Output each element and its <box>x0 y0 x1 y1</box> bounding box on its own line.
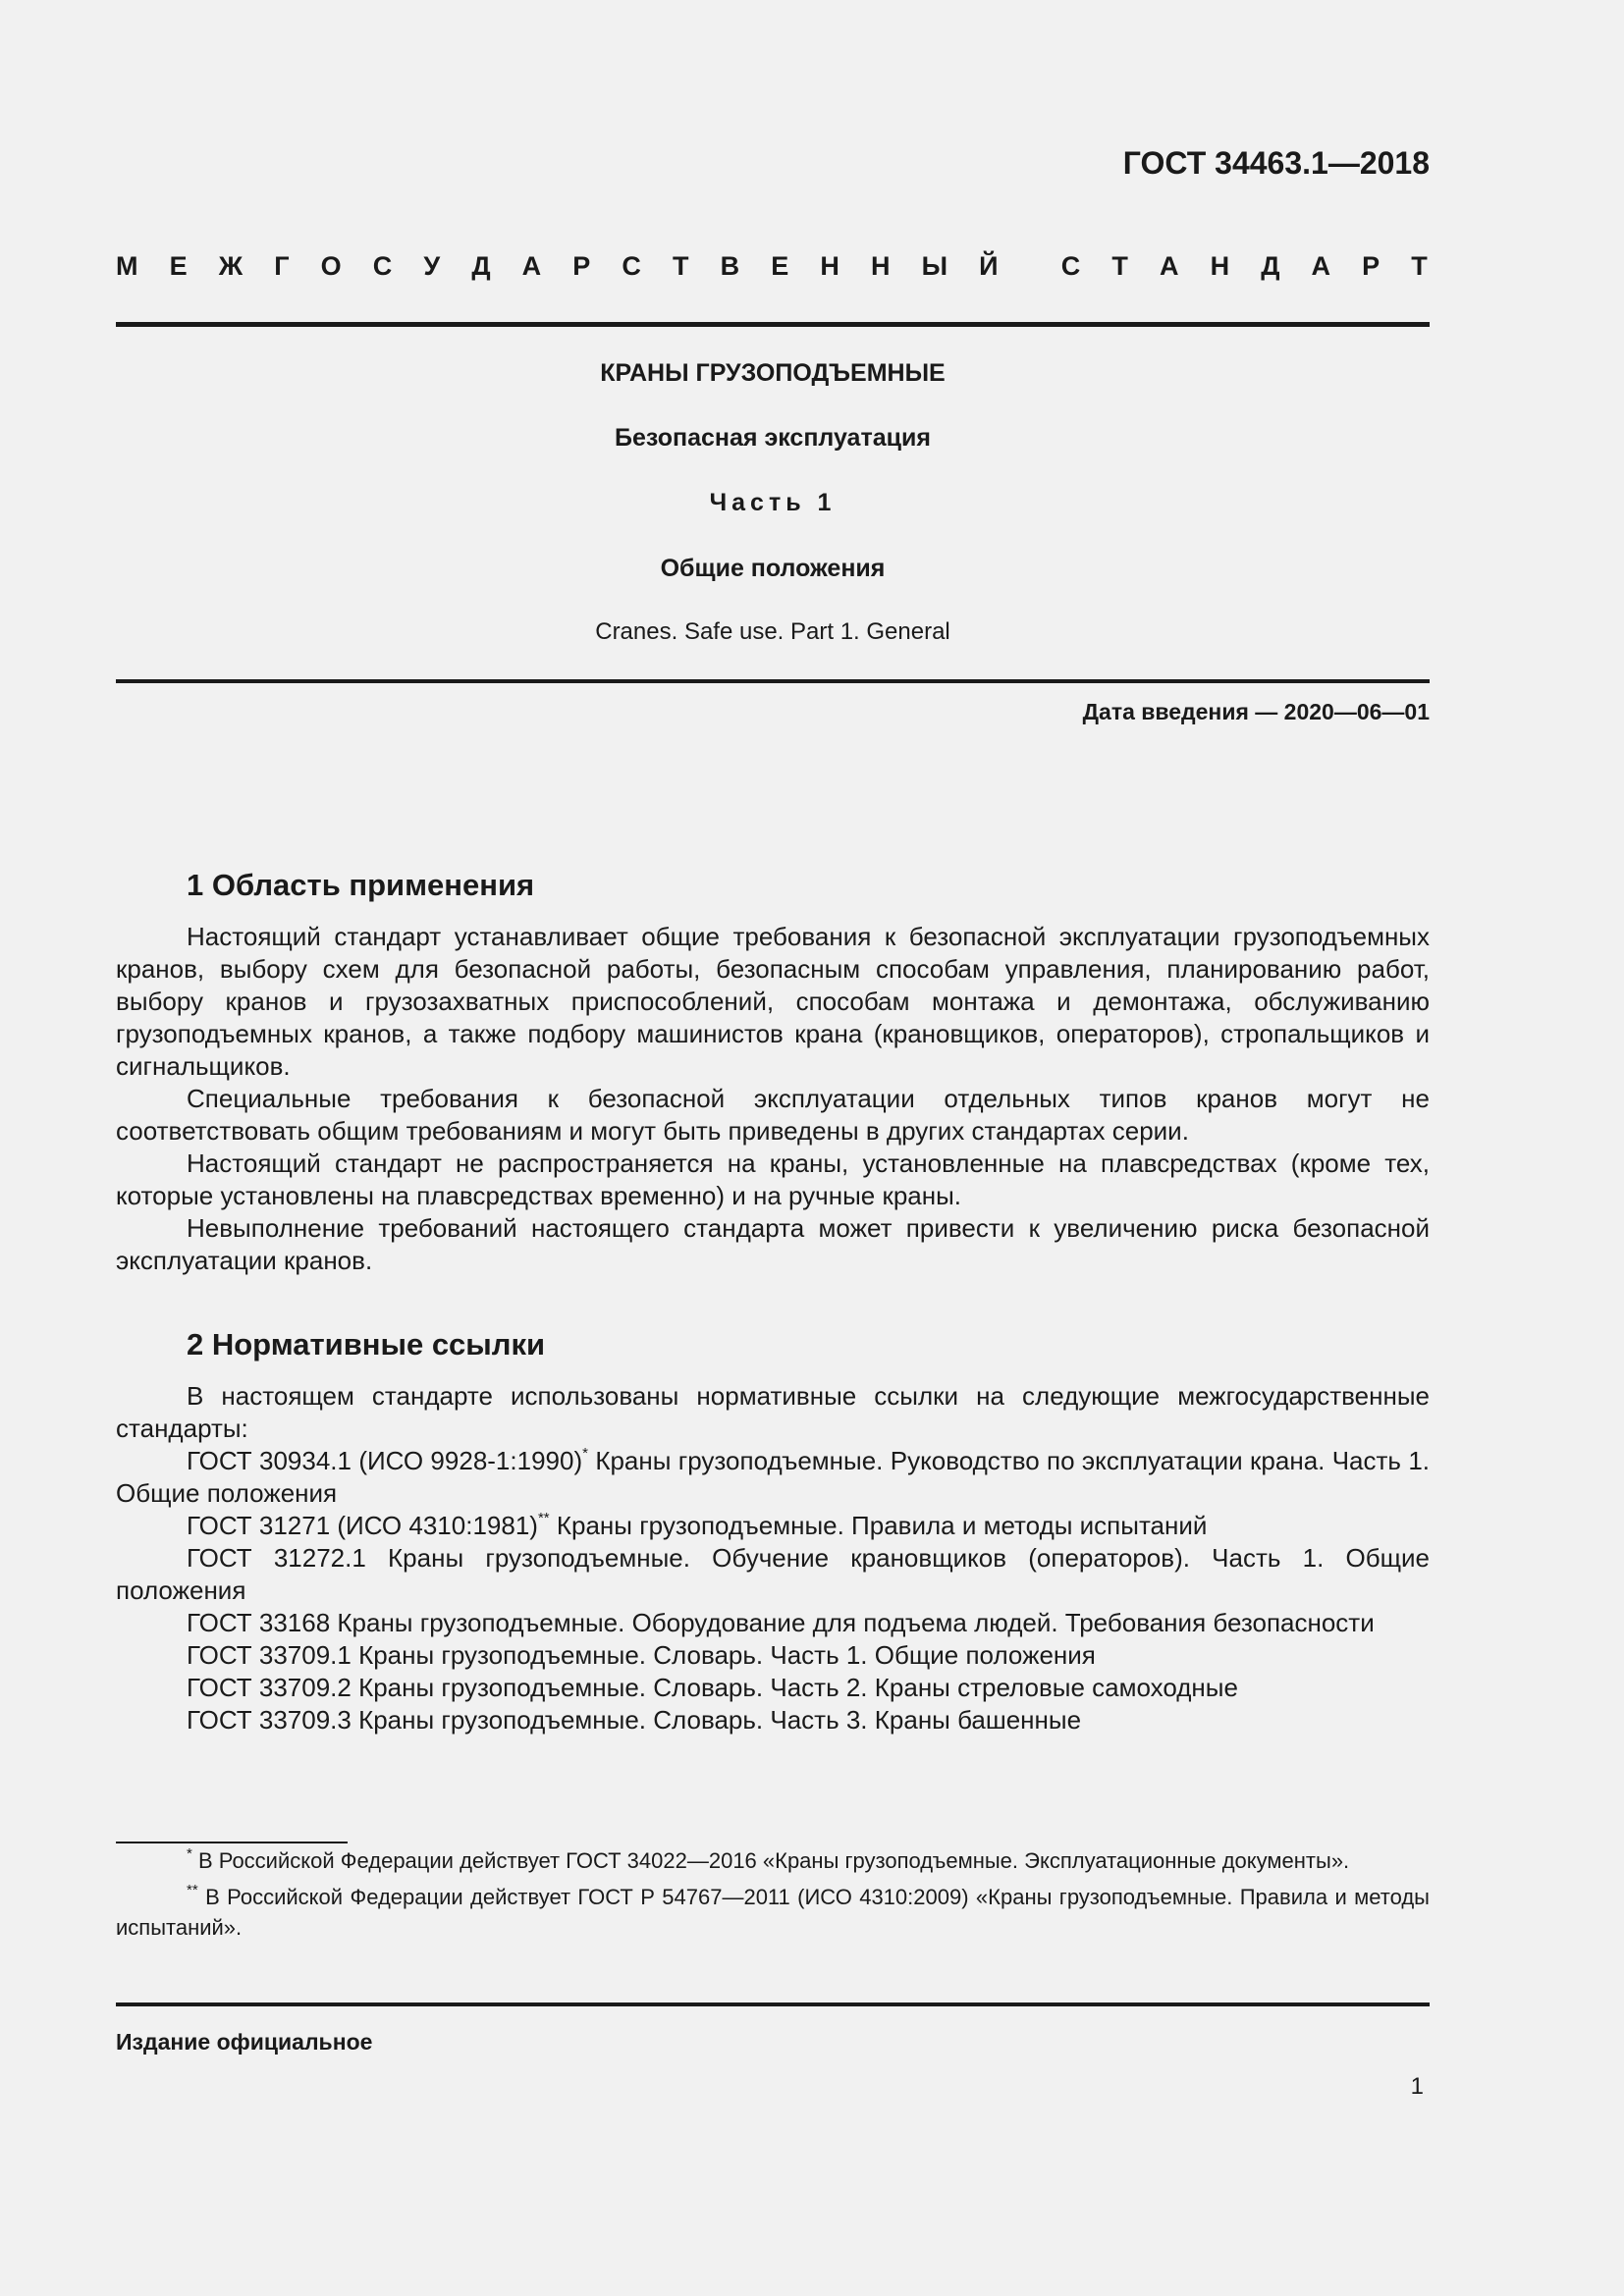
interstate-letter: А <box>521 251 542 281</box>
reference-text: ГОСТ 33709.3 Краны грузоподъемные. Словарь. Часть 3. Краны башенные <box>187 1705 1082 1735</box>
section-2-heading: 2 Нормативные ссылки <box>187 1327 546 1362</box>
interstate-letter: Н <box>870 251 891 281</box>
reference-item <box>116 1704 1430 1736</box>
reference-text: ГОСТ 30934.1 (ИСО 9928-1:1990) <box>187 1446 583 1475</box>
reference-text: ГОСТ 31271 (ИСО 4310:1981) <box>187 1511 538 1540</box>
interstate-letter: У <box>423 251 441 281</box>
title-subtitle: Безопасная эксплуатация <box>615 424 931 452</box>
title-part: Часть 1 <box>709 489 837 516</box>
reference-text: Краны грузоподъемные. Руководство по эксплуатации крана. Часть 1. Общие положения <box>116 1446 1431 1508</box>
scope-paragraph: Специальные требования к безопасной эксплуатации отдельных типов кранов могут не соответствовать общим требованиям и могут быть приведены в других стандартах серии. <box>116 1084 1430 1146</box>
reference-item <box>116 1672 1430 1704</box>
interstate-letter: М <box>116 251 138 281</box>
standard-number: ГОСТ 34463.1—2018 <box>1122 145 1430 181</box>
interstate-letter: Р <box>1362 251 1380 281</box>
document-page <box>116 0 1430 2296</box>
interstate-letter: Т <box>673 251 689 281</box>
page-number: 1 <box>1410 2073 1424 2100</box>
title-main: КРАНЫ ГРУЗОПОДЪЕМНЫЕ <box>600 359 946 387</box>
interstate-letter: Т <box>1111 251 1128 281</box>
interstate-letter: Р <box>572 251 591 281</box>
interstate-letter: Г <box>274 251 290 281</box>
interstate-letter: Д <box>1261 251 1280 281</box>
reference-item <box>116 1445 1430 1510</box>
footnote-text: В Российской Федерации действует ГОСТ 34022—2016 «Краны грузоподъемные. Эксплуатационные документы». <box>191 1848 1350 1873</box>
title-general: Общие положения <box>660 555 886 582</box>
section-references <box>116 1327 1430 1736</box>
interstate-letter: А <box>1311 251 1331 281</box>
title-rule <box>116 679 1430 683</box>
footnote-marker: ** <box>537 1510 550 1527</box>
reference-item <box>116 1542 1430 1607</box>
footnote-marker: ** <box>187 1881 198 1898</box>
interstate-letter: Ы <box>921 251 948 281</box>
footnote-marker: * <box>187 1844 192 1862</box>
introduction-date: Дата введения — 2020—06—01 <box>1082 699 1430 724</box>
interstate-letter: О <box>320 251 342 281</box>
footnote-separator <box>116 1842 348 1843</box>
section-1-heading: 1 Область применения <box>187 868 535 902</box>
scope-paragraph: Настоящий стандарт не распространяется на краны, установленные на плавсредствах (кроме тех, которые установлены на плавсредствах временно) и на ручные краны. <box>116 1148 1430 1210</box>
interstate-letter: В <box>720 251 740 281</box>
interstate-letter: Е <box>169 251 188 281</box>
reference-text: Краны грузоподъемные. Правила и методы испытаний <box>549 1511 1208 1540</box>
top-rule <box>116 322 1430 327</box>
reference-text: ГОСТ 31272.1 Краны грузоподъемные. Обучение крановщиков (операторов). Часть 1. Общие положения <box>116 1543 1430 1605</box>
interstate-standard-label <box>116 251 1430 282</box>
footnote <box>116 1882 1430 1943</box>
footnote-marker: * <box>582 1445 588 1463</box>
scope-paragraph: Настоящий стандарт устанавливает общие требования к безопасной эксплуатации грузоподъемных кранов, выбору схем для безопасной работы, безопасным способам управления, планированию работ, выбору кранов и грузозахватных приспособлений, способам монтажа и демонтажа, обслуживанию грузоподъемных кранов, а также подбору машинистов крана (крановщиков, операторов), стропальщиков и сигнальщиков. <box>116 922 1430 1081</box>
interstate-letter: Н <box>820 251 839 281</box>
interstate-letter: С <box>372 251 393 281</box>
interstate-letter: Н <box>1210 251 1230 281</box>
interstate-letter: Е <box>771 251 789 281</box>
official-edition-label: Издание официальное <box>116 2029 373 2055</box>
interstate-letter: Ж <box>218 251 244 281</box>
reference-text: ГОСТ 33709.2 Краны грузоподъемные. Словарь. Часть 2. Краны стреловые самоходные <box>187 1673 1238 1702</box>
section-scope <box>116 868 1430 1277</box>
references-intro: В настоящем стандарте использованы нормативные ссылки на следующие межгосударственные стандарты: <box>116 1381 1430 1443</box>
interstate-letter: С <box>622 251 641 281</box>
footnote-text: В Российской Федерации действует ГОСТ Р 54767—2011 (ИСО 4310:2009) «Краны грузоподъемные. Правила и методы испытаний». <box>116 1885 1430 1940</box>
reference-text: ГОСТ 33168 Краны грузоподъемные. Оборудование для подъема людей. Требования безопасности <box>187 1608 1375 1637</box>
scope-paragraph: Невыполнение требований настоящего стандарта может привести к увеличению риска безопасной эксплуатации кранов. <box>116 1213 1430 1275</box>
footnotes <box>116 1845 1430 1943</box>
title-english: Cranes. Safe use. Part 1. General <box>595 618 950 645</box>
footnote <box>116 1845 1430 1876</box>
interstate-letter: А <box>1159 251 1179 281</box>
interstate-letter: Т <box>1411 251 1428 281</box>
reference-item <box>116 1607 1430 1639</box>
reference-item <box>116 1510 1430 1542</box>
interstate-letter: Й <box>979 251 999 281</box>
reference-item <box>116 1639 1430 1672</box>
reference-list <box>116 1445 1430 1736</box>
interstate-letter: Д <box>471 251 491 281</box>
interstate-letter: С <box>1060 251 1081 281</box>
footer-rule <box>116 2002 1430 2006</box>
reference-text: ГОСТ 33709.1 Краны грузоподъемные. Словарь. Часть 1. Общие положения <box>187 1640 1096 1670</box>
